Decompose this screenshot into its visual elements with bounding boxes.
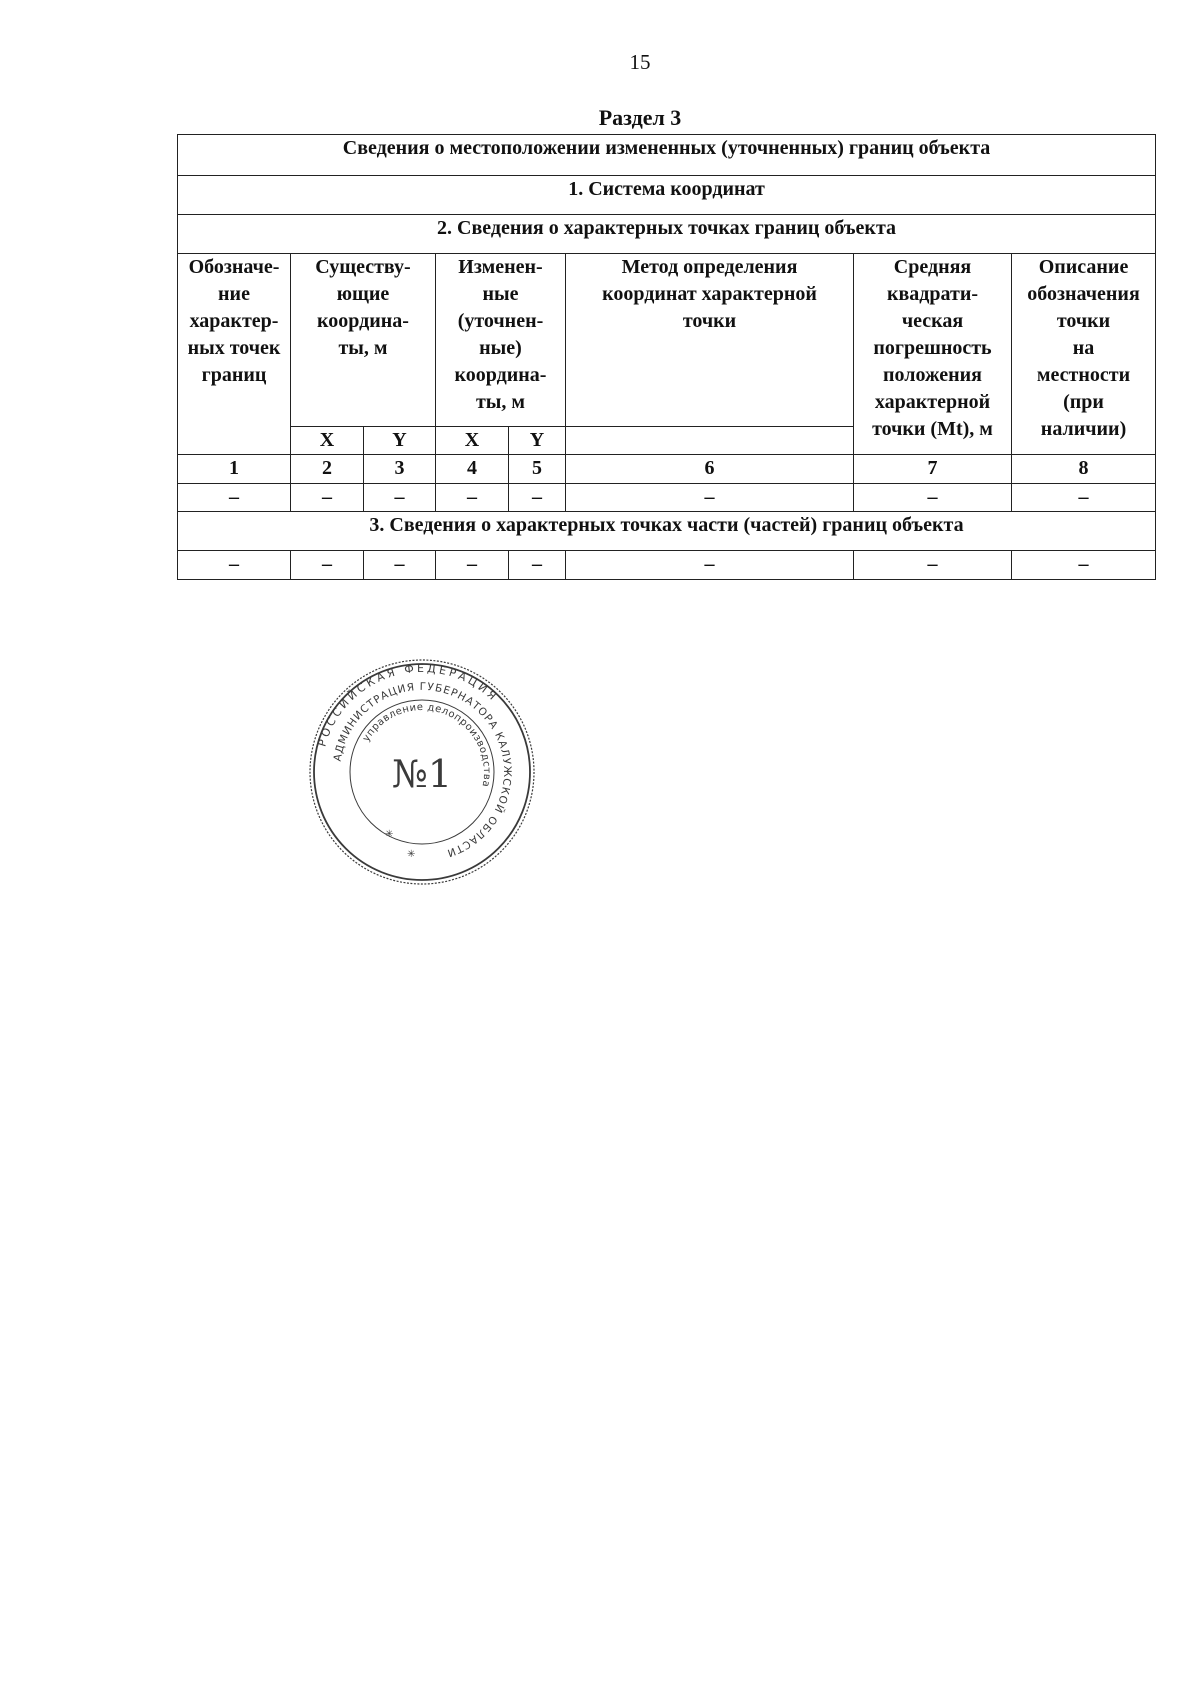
table-row (178, 551, 1156, 580)
dash-cell: – (291, 484, 364, 512)
header-line: местности (1036, 364, 1131, 386)
header-line: положения (883, 364, 982, 386)
header-line: Средняя (893, 256, 972, 278)
part-points-row: 3. Сведения о характерных точках части (частей) границ объекта (178, 512, 1156, 551)
dash-cell: – (436, 484, 509, 512)
header-line: точки (Mt), м (872, 418, 993, 440)
header-line: координа- (454, 364, 547, 386)
header-line: квадрати- (886, 283, 979, 305)
header-line: границ (201, 364, 267, 386)
col-header-description (1012, 254, 1156, 455)
xy-label: X (291, 427, 364, 455)
dash-cell: – (1012, 484, 1156, 512)
column-number: 5 (509, 455, 566, 484)
header-line: ные) (479, 337, 522, 359)
table-heading: Сведения о местоположении измененных (уточненных) границ объекта (178, 135, 1156, 176)
coordinate-system-row: 1. Система координат (178, 176, 1156, 215)
header-line: (уточнен- (457, 310, 544, 332)
header-line: ческая (901, 310, 964, 332)
header-line: (при (1063, 391, 1104, 413)
seal-ring-text: АДМИНИСТРАЦИЯ ГУБЕРНАТОРА КАЛУЖСКОЙ ОБЛАСТИ (331, 680, 514, 860)
dash-cell: – (364, 551, 436, 580)
column-number: 7 (854, 455, 1012, 484)
dash-cell: – (854, 484, 1012, 512)
header-line: обозначения (1027, 283, 1140, 305)
column-number: 2 (291, 455, 364, 484)
header-line: ные (482, 283, 519, 305)
header-line: характерной (874, 391, 991, 413)
column-number: 3 (364, 455, 436, 484)
dash-cell: – (566, 551, 854, 580)
header-line: точки (1056, 310, 1111, 332)
official-seal (307, 657, 537, 887)
header-line: ние (218, 283, 250, 305)
dash-cell: – (436, 551, 509, 580)
xy-label: Y (509, 427, 566, 455)
seal-outer-text: РОССИЙСКАЯ ФЕДЕРАЦИЯ (315, 661, 501, 749)
xy-label: X (436, 427, 509, 455)
dash-cell: – (291, 551, 364, 580)
dash-cell: – (178, 551, 291, 580)
col-header-changed-coords (436, 254, 566, 427)
column-number: 1 (178, 455, 291, 484)
seal-star-icon: ✳ (407, 849, 416, 860)
section-title: Раздел 3 (598, 105, 682, 130)
header-line: Существу- (315, 256, 411, 278)
dash-cell: – (364, 484, 436, 512)
column-number: 8 (1012, 455, 1156, 484)
header-line: координат характерной (602, 283, 817, 305)
dash-cell: – (509, 551, 566, 580)
header-line: ющие (336, 283, 390, 305)
seal-number: №1 (391, 752, 453, 796)
header-line: характер- (189, 310, 279, 332)
dash-cell: – (178, 484, 291, 512)
header-line: ных точек (187, 337, 281, 359)
column-number: 6 (566, 455, 854, 484)
page-number: 15 (629, 50, 651, 74)
seal-star-icon: ✳ (385, 829, 394, 840)
dash-cell: – (854, 551, 1012, 580)
header-line: Метод определения (621, 256, 798, 278)
column-numbers-row (178, 455, 1156, 484)
header-line: Описание (1038, 256, 1129, 278)
header-line: наличии) (1040, 418, 1127, 440)
dash-cell: – (509, 484, 566, 512)
dash-cell: – (566, 484, 854, 512)
table-row (178, 484, 1156, 512)
object-points-row: 2. Сведения о характерных точках границ объекта (178, 215, 1156, 254)
col-header-method (566, 254, 854, 427)
col-header-existing-coords (291, 254, 436, 427)
header-line: на (1072, 337, 1095, 359)
header-line: точки (682, 310, 737, 332)
col-header-designation (178, 254, 291, 455)
header-line: Обозначе- (188, 256, 280, 278)
header-line: ты, м (338, 337, 388, 359)
dash-cell: – (1012, 551, 1156, 580)
boundary-table (177, 134, 1156, 580)
header-line: координа- (317, 310, 409, 332)
header-line: погрешность (873, 337, 992, 359)
header-line: ты, м (475, 391, 526, 413)
xy-label: Y (364, 427, 436, 455)
column-number: 4 (436, 455, 509, 484)
header-line: Изменен- (458, 256, 543, 278)
seal-inner-text: управление делопроизводства (360, 701, 493, 789)
xy-empty-cell (566, 427, 854, 455)
col-header-mean-error (854, 254, 1012, 455)
